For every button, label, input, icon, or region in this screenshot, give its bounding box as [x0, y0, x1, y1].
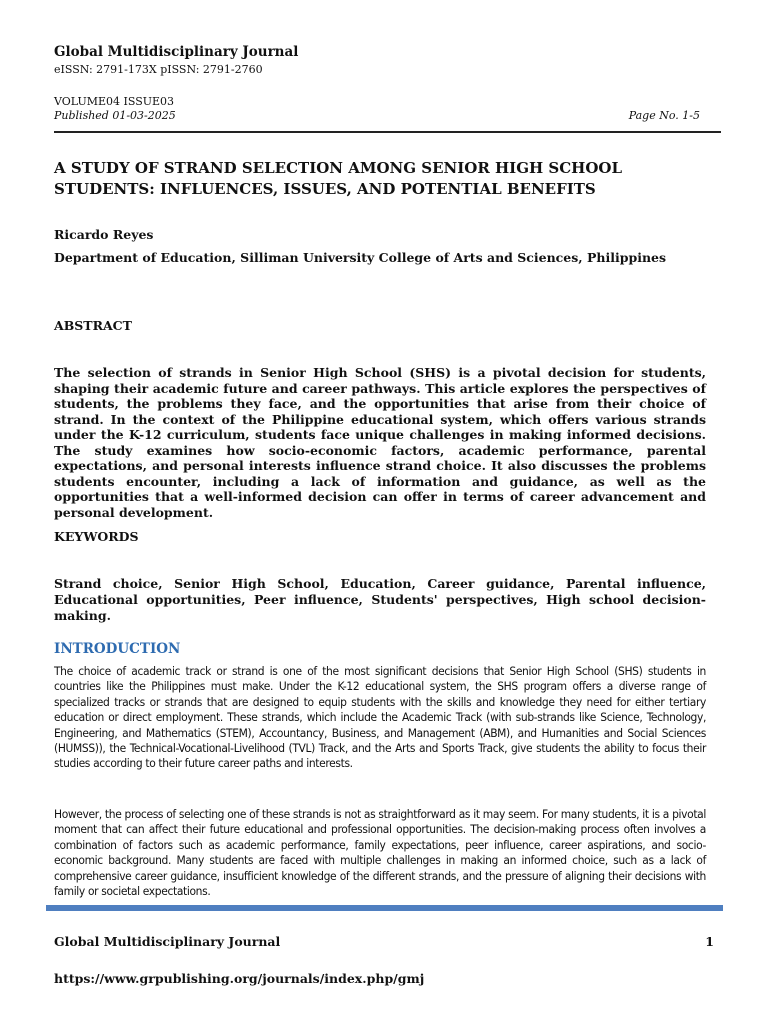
issn-line: eISSN: 2791-173X pISSN: 2791-2760: [54, 63, 263, 76]
header-divider: [54, 131, 721, 133]
published-date: Published 01-03-2025: [54, 109, 176, 122]
author-name: Ricardo Reyes: [54, 227, 154, 242]
journal-name: Global Multidisciplinary Journal: [54, 44, 299, 60]
author-affiliation: Department of Education, Silliman University College of Arts and Sciences, Philippines: [54, 250, 667, 265]
footer-url[interactable]: https://www.grpublishing.org/journals/index.php/gmj: [54, 971, 425, 986]
introduction-paragraph-2: However, the process of selecting one of these strands is not as straightforward as it may seem. For many students, it is a pivotal moment that can affect their future educational and professional opportunities. The decision-making process often involves a combination of factors such as academic performance, family expectations, peer influence, career aspirations, and socio-economic background. Many students are faced with multiple challenges in making an informed choice, such as a lack of comprehensive career guidance, insufficient knowledge of the different strands, and the pressure of aligning their decisions with family or societal expectations.: [54, 807, 706, 899]
keywords-heading: KEYWORDS: [54, 529, 139, 544]
introduction-heading: INTRODUCTION: [54, 641, 181, 657]
article-title: A STUDY OF STRAND SELECTION AMONG SENIOR HIGH SCHOOL STUDENTS: INFLUENCES, ISSUES, AND POTENTIAL BENEFITS: [54, 159, 623, 198]
footer-divider: [46, 905, 723, 911]
abstract-heading: ABSTRACT: [54, 318, 132, 333]
introduction-paragraph-1: The choice of academic track or strand is one of the most significant decisions that Senior High School (SHS) students in countries like the Philippines must make. Under the K-12 educational system, the SHS program offers a diverse range of specialized tracks or strands that are designed to equip students with the skills and knowledge they need for either tertiary education or direct employment. These strands, which include the Academic Track (with sub-strands like Science, Technology, Engineering, and Mathematics (STEM), Accountancy, Business, and Management (ABM), and Humanities and Social Sciences (HUMSS)), the Technical-Vocational-Livelihood (TVL) Track, and the Arts and Sports Track, give students the ability to focus their studies according to their future career paths and interests.: [54, 664, 706, 771]
abstract-text: The selection of strands in Senior High School (SHS) is a pivotal decision for students, shaping their academic future and career pathways. This article explores the perspectives of students, the problems they face, and the opportunities that arise from their choice of strand. In the context of the Philippine educational system, which offers various strands under the K-12 curriculum, students face unique challenges in making informed decisions. The study examines how socio-economic factors, academic performance, parental expectations, and personal interests influence strand choice. It also discusses the problems students encounter, including a lack of information and guidance, as well as the opportunities that a well-informed decision can offer in terms of career advancement and personal development.: [54, 365, 706, 520]
page-range: Page No. 1-5: [628, 109, 700, 122]
footer-journal-name: Global Multidisciplinary Journal: [54, 934, 281, 949]
keywords-text: Strand choice, Senior High School, Education, Career guidance, Parental influence, Educational opportunities, Peer influence, Students' perspectives, High school decision-making.: [54, 576, 706, 623]
volume-issue: VOLUME04 ISSUE03: [54, 95, 175, 108]
footer-page-number: 1: [705, 934, 714, 949]
